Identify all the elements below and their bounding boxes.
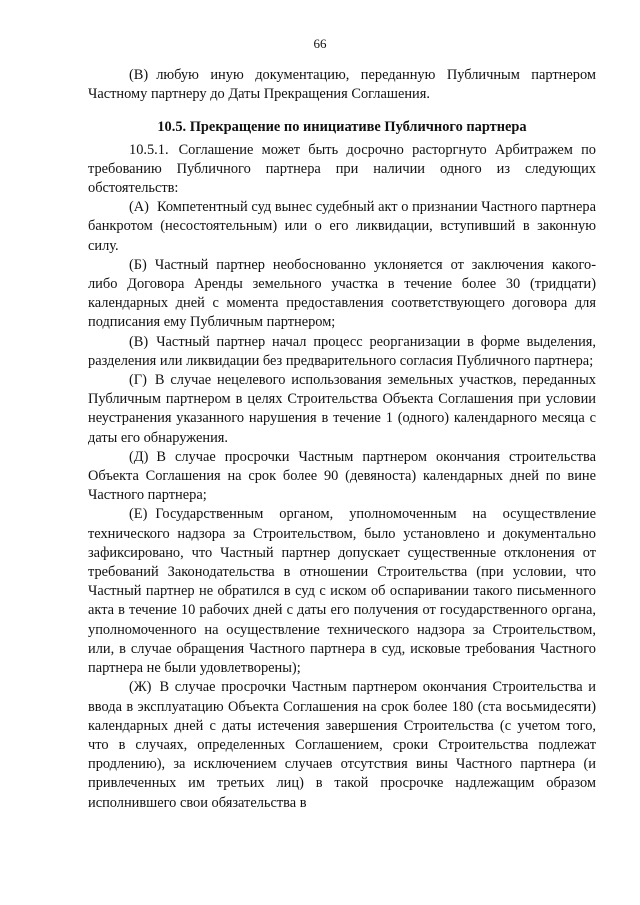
list-item-e	[88, 505, 596, 678]
intro-item-text: любую иную документацию, переданную Публичным партнером Частному партнеру до Даты Прекращения Соглашения.	[88, 67, 596, 103]
list-item-label: (Е)	[129, 506, 148, 523]
page-number: 66	[313, 36, 327, 51]
clause-number: 10.5.1.	[129, 141, 169, 158]
list-item-text: Частный партнер необоснованно уклоняется от заключения какого-либо Договора Аренды земельного участка в течение более 30 (тридцати) календарных дней с момента предоставления соответствующего договора для подписания ему Публичным партнером;	[88, 256, 596, 331]
list-item-g	[88, 371, 596, 448]
list-item-text: В случае просрочки Частным партнером окончания Строительства и ввода в эксплуатацию Объекта Соглашения на срок более 180 (ста восьмидесяти) календарных дней с даты истечения завершения Строительства (с учетом того, что в случаях, определенных Соглашением, сроки Строительства подлежат продлению), за исключением случаев отсутствия вины Частного партнера (и привлеченных им третьих лиц) в такой просрочке надлежащим образом исполнившего свои обязательства в	[88, 679, 596, 811]
list-item-text: Компетентный суд вынес судебный акт о признании Частного партнера банкротом (несостоятельным) или о его ликвидации, вступивший в законную силу.	[88, 199, 596, 254]
list-item-d	[88, 448, 596, 506]
list-item-label: (В)	[129, 333, 149, 350]
clause-text: Соглашение может быть досрочно расторгнуто Арбитражем по требованию Публичного партнера при наличии одного из следующих обстоятельств:	[88, 141, 596, 197]
list-item-a	[88, 198, 596, 256]
section-heading: 10.5. Прекращение по инициативе Публичного партнера	[157, 119, 527, 136]
list-item-label: (Д)	[129, 448, 149, 465]
intro-item-label: (В)	[129, 67, 149, 83]
clause-paragraph	[88, 141, 596, 199]
list-item-text: Частный партнер начал процесс реорганизации в форме выделения, разделения или ликвидации без предварительного согласия Публичного партнера;	[88, 333, 596, 369]
list-item-label: (А)	[129, 199, 149, 216]
list-item-v	[88, 333, 596, 371]
list-item-label: (Ж)	[129, 679, 152, 696]
intro-item	[88, 66, 596, 104]
page-content	[88, 66, 596, 813]
list-item-label: (Б)	[129, 256, 147, 273]
list-item-text: Государственным органом, уполномоченным на осуществление технического надзора за Строительством, было установлено и документально зафиксировано, что Частный партнер допускает существенные отклонения от требований Законодательства в отношении Строительства (при условии, что Частный партнер не обратился в суд с иском об оспаривании такого письменного акта в течение 10 рабочих дней с даты его получения от государственного органа, уполномоченного на осуществление технического надзора за Строительством, или, в случае обращения Частного партнера в суд, исковые требования Частного партнера не были удовлетворены);	[88, 506, 596, 677]
list-item-text: В случае нецелевого использования земельных участков, переданных Публичным партнером в целях Строительства Объекта Соглашения при условии неустранения указанного нарушения в течение 1 (одного) календарного месяца с даты его обнаружения.	[88, 372, 596, 446]
list-item-zh	[88, 678, 596, 812]
list-item-b	[88, 256, 596, 333]
list-item-text: В случае просрочки Частным партнером окончания строительства Объекта Соглашения на срок более 90 (девяноста) календарных дней по вине Частного партнера;	[88, 448, 596, 504]
list-item-label: (Г)	[129, 372, 147, 389]
